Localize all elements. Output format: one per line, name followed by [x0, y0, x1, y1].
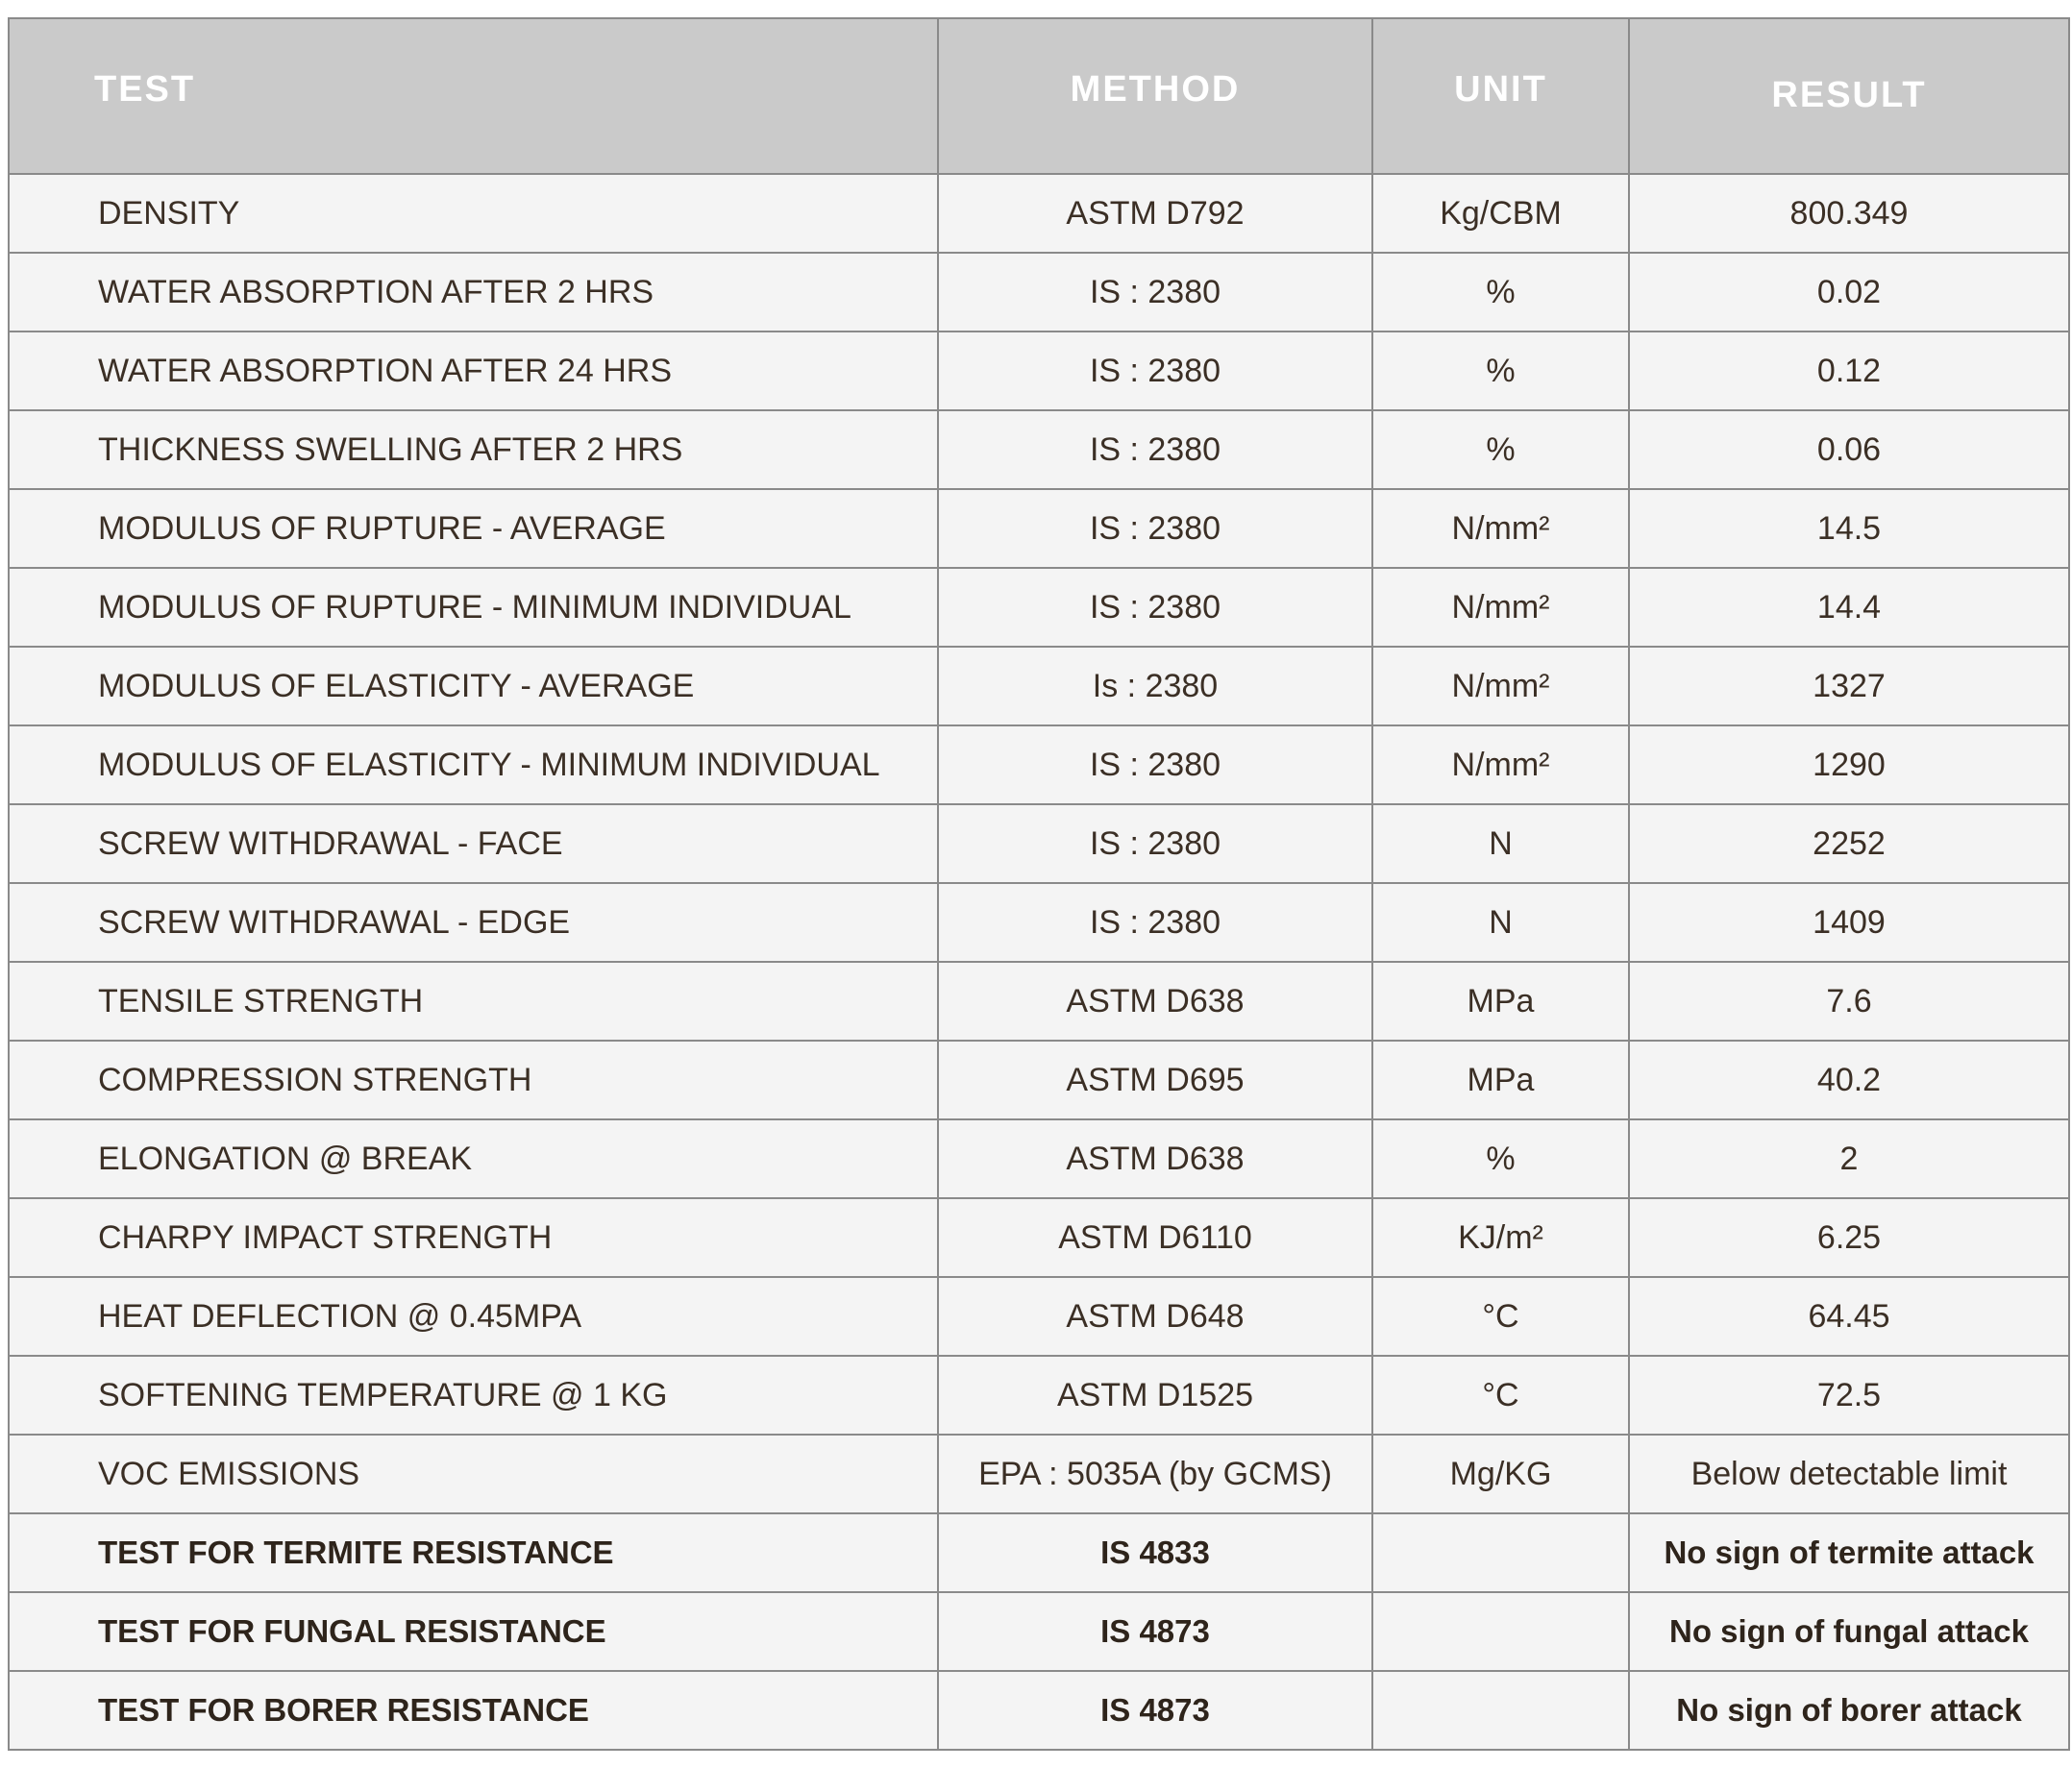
cell-result: Below detectable limit [1629, 1435, 2069, 1513]
cell-test: HEAT DEFLECTION @ 0.45MPA [9, 1277, 938, 1356]
table-row [9, 804, 2069, 883]
cell-method: ASTM D6110 [938, 1198, 1372, 1277]
cell-method: IS 4873 [938, 1592, 1372, 1671]
cell-result: 800.349 [1629, 174, 2069, 253]
cell-result: No sign of fungal attack [1629, 1592, 2069, 1671]
cell-result: 7.6 [1629, 962, 2069, 1041]
cell-test: DENSITY [9, 174, 938, 253]
cell-result: 1327 [1629, 647, 2069, 725]
cell-unit: MPa [1372, 962, 1629, 1041]
header-result: RESULT [1629, 18, 2069, 174]
cell-result: No sign of termite attack [1629, 1513, 2069, 1592]
cell-method: IS : 2380 [938, 725, 1372, 804]
cell-method: IS 4833 [938, 1513, 1372, 1592]
cell-unit: KJ/m² [1372, 1198, 1629, 1277]
cell-method: IS : 2380 [938, 332, 1372, 410]
cell-test: CHARPY IMPACT STRENGTH [9, 1198, 938, 1277]
cell-unit: N/mm² [1372, 725, 1629, 804]
cell-test: SCREW WITHDRAWAL - FACE [9, 804, 938, 883]
cell-unit: Kg/CBM [1372, 174, 1629, 253]
cell-result: 14.5 [1629, 489, 2069, 568]
cell-method: IS : 2380 [938, 253, 1372, 332]
cell-test: MODULUS OF ELASTICITY - MINIMUM INDIVIDUAL [9, 725, 938, 804]
table-row [9, 725, 2069, 804]
cell-result: 1290 [1629, 725, 2069, 804]
cell-unit: N [1372, 804, 1629, 883]
table-row [9, 253, 2069, 332]
cell-result: 6.25 [1629, 1198, 2069, 1277]
table-row [9, 1356, 2069, 1435]
header-test: TEST [9, 18, 938, 174]
cell-result: 2 [1629, 1119, 2069, 1198]
cell-result: 0.02 [1629, 253, 2069, 332]
table-row [9, 883, 2069, 962]
cell-unit: % [1372, 1119, 1629, 1198]
cell-test: SOFTENING TEMPERATURE @ 1 KG [9, 1356, 938, 1435]
cell-unit: % [1372, 410, 1629, 489]
cell-test: TEST FOR BORER RESISTANCE [9, 1671, 938, 1750]
cell-test: SCREW WITHDRAWAL - EDGE [9, 883, 938, 962]
cell-test: ELONGATION @ BREAK [9, 1119, 938, 1198]
cell-method: ASTM D695 [938, 1041, 1372, 1119]
cell-method: ASTM D648 [938, 1277, 1372, 1356]
cell-test: VOC EMISSIONS [9, 1435, 938, 1513]
table-row [9, 1671, 2069, 1750]
table-row [9, 489, 2069, 568]
cell-method: ASTM D1525 [938, 1356, 1372, 1435]
table-row [9, 1513, 2069, 1592]
table-row [9, 1041, 2069, 1119]
cell-method: EPA : 5035A (by GCMS) [938, 1435, 1372, 1513]
cell-method: IS : 2380 [938, 489, 1372, 568]
cell-unit [1372, 1671, 1629, 1750]
cell-unit: % [1372, 253, 1629, 332]
table-row [9, 1277, 2069, 1356]
table-row [9, 332, 2069, 410]
cell-method: ASTM D638 [938, 1119, 1372, 1198]
header-row [9, 18, 2069, 174]
cell-result: 40.2 [1629, 1041, 2069, 1119]
header-method: METHOD [938, 18, 1372, 174]
table-row [9, 1592, 2069, 1671]
cell-method: ASTM D792 [938, 174, 1372, 253]
cell-test: COMPRESSION STRENGTH [9, 1041, 938, 1119]
cell-test: THICKNESS SWELLING AFTER 2 HRS [9, 410, 938, 489]
cell-unit: °C [1372, 1356, 1629, 1435]
cell-unit: % [1372, 332, 1629, 410]
table-row [9, 962, 2069, 1041]
header-unit: UNIT [1372, 18, 1629, 174]
cell-result: 0.06 [1629, 410, 2069, 489]
test-results-table [8, 17, 2070, 1751]
cell-test: WATER ABSORPTION AFTER 24 HRS [9, 332, 938, 410]
cell-method: IS : 2380 [938, 410, 1372, 489]
table-row [9, 1119, 2069, 1198]
cell-method: IS : 2380 [938, 804, 1372, 883]
table-row [9, 174, 2069, 253]
cell-unit [1372, 1513, 1629, 1592]
cell-method: ASTM D638 [938, 962, 1372, 1041]
cell-result: 1409 [1629, 883, 2069, 962]
cell-unit: N [1372, 883, 1629, 962]
cell-method: IS : 2380 [938, 568, 1372, 647]
table-row [9, 410, 2069, 489]
cell-unit: N/mm² [1372, 489, 1629, 568]
cell-test: TENSILE STRENGTH [9, 962, 938, 1041]
table-row [9, 647, 2069, 725]
cell-unit: Mg/KG [1372, 1435, 1629, 1513]
cell-method: IS 4873 [938, 1671, 1372, 1750]
cell-test: TEST FOR FUNGAL RESISTANCE [9, 1592, 938, 1671]
cell-unit: MPa [1372, 1041, 1629, 1119]
table-row [9, 1435, 2069, 1513]
cell-result: No sign of borer attack [1629, 1671, 2069, 1750]
cell-test: MODULUS OF RUPTURE - MINIMUM INDIVIDUAL [9, 568, 938, 647]
cell-test: MODULUS OF ELASTICITY - AVERAGE [9, 647, 938, 725]
table-row [9, 1198, 2069, 1277]
cell-unit [1372, 1592, 1629, 1671]
cell-test: WATER ABSORPTION AFTER 2 HRS [9, 253, 938, 332]
cell-result: 0.12 [1629, 332, 2069, 410]
cell-test: TEST FOR TERMITE RESISTANCE [9, 1513, 938, 1592]
spec-sheet [8, 17, 2068, 1751]
cell-method: IS : 2380 [938, 883, 1372, 962]
cell-test: MODULUS OF RUPTURE - AVERAGE [9, 489, 938, 568]
cell-unit: N/mm² [1372, 568, 1629, 647]
cell-result: 2252 [1629, 804, 2069, 883]
table-row [9, 568, 2069, 647]
cell-method: Is : 2380 [938, 647, 1372, 725]
cell-unit: °C [1372, 1277, 1629, 1356]
cell-result: 64.45 [1629, 1277, 2069, 1356]
cell-unit: N/mm² [1372, 647, 1629, 725]
cell-result: 14.4 [1629, 568, 2069, 647]
cell-result: 72.5 [1629, 1356, 2069, 1435]
